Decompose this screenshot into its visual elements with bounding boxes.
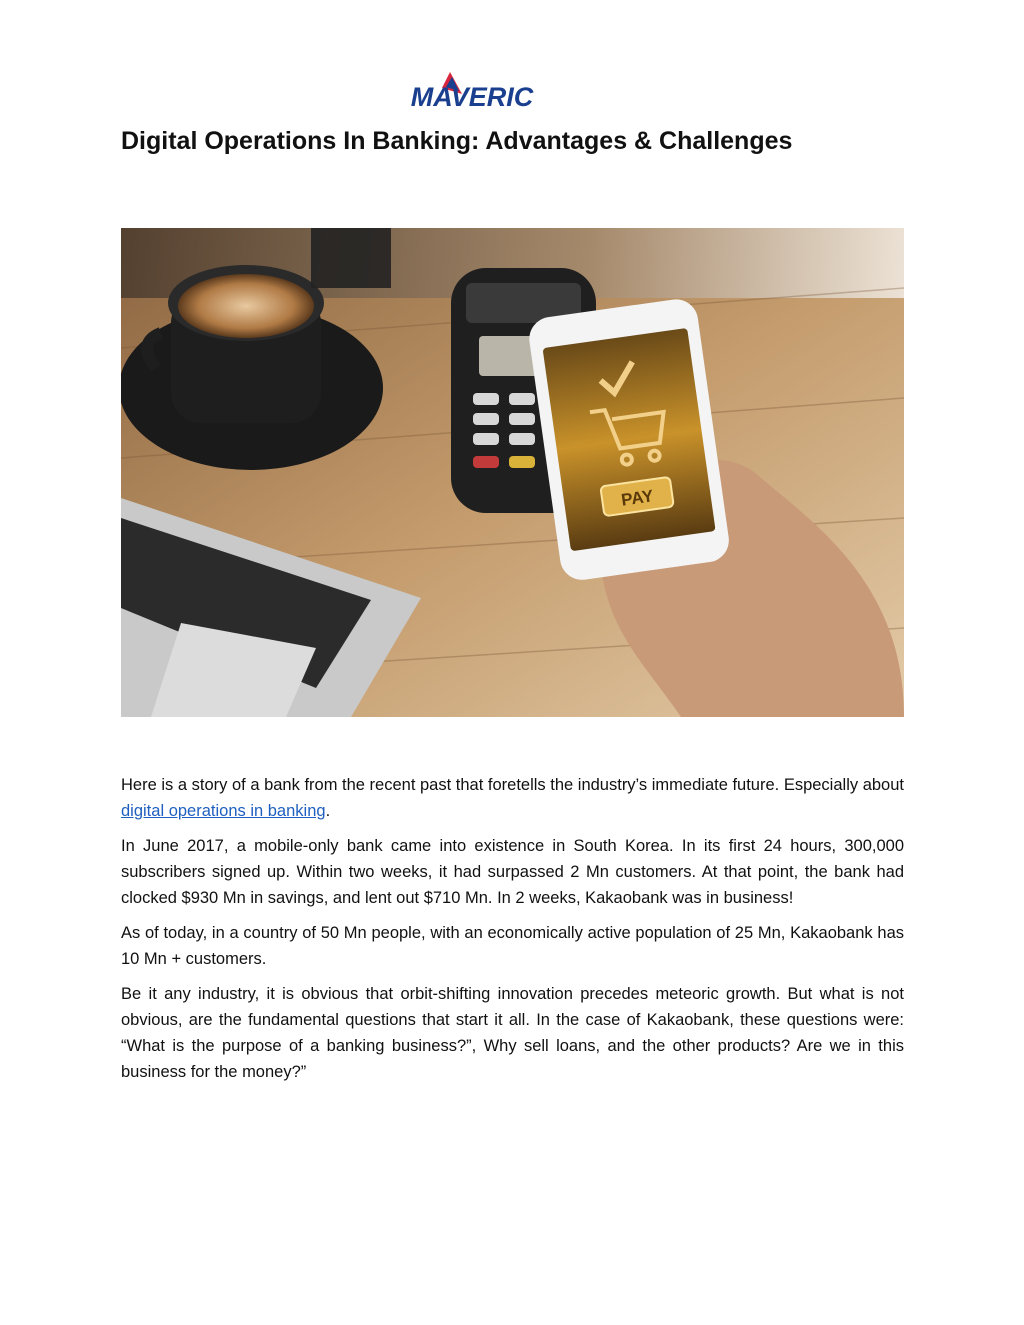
logo-text: MAVERIC [410,82,534,112]
page-title: Digital Operations In Banking: Advantages & Challenges [121,127,793,155]
paragraph-kakaobank-today: As of today, in a country of 50 Mn people, with an economically active population of 25 Mn, Kakaobank has 10 Mn + customers. [121,924,904,968]
paragraph-innovation: Be it any industry, it is obvious that orbit-shifting innovation precedes meteoric growth. But what is not obvious, are the fundamental questions that start it all. In the case of Kakaobank, these questions were: “What is the purpose of a banking business?”, Why sell loans, and the other products? Are we in this business for the money?” [121,985,904,1081]
hero-image [121,228,904,717]
digital-operations-link[interactable]: digital operations in banking [121,802,326,820]
paragraph-kakaobank-launch: In June 2017, a mobile-only bank came into existence in South Korea. In its first 24 hours, 300,000 subscribers signed up. Within two weeks, it had surpassed 2 Mn customers. At that point, the bank had clocked $930 Mn in savings, and lent out $710 Mn. In 2 weeks, Kakaobank was in business! [121,837,904,907]
paragraph-intro: Here is a story of a bank from the recent past that foretells the industry’s immediate future. Especially about digital operations in banking. [121,776,904,820]
maveric-logo [396,68,548,112]
pay-label: PAY [620,486,655,510]
article-body [121,772,904,1094]
